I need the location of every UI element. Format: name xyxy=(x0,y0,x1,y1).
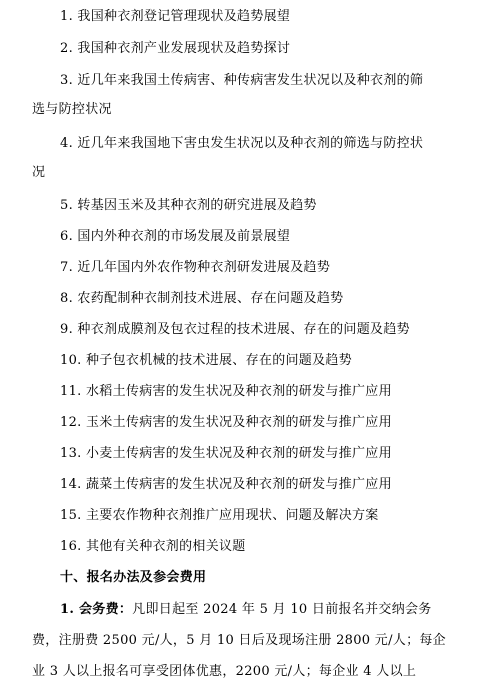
topic-item-13: 13. 小麦土传病害的发生状况及种衣剂的研发与推广应用 xyxy=(60,446,392,461)
fee-paragraph-line-3: 业 3 人以上报名可享受团体优惠，2200 元/人；每企业 4 人以上 xyxy=(32,664,417,679)
fee-label: 1. 会务费： xyxy=(60,602,133,617)
topic-item-9: 9. 种衣剂成膜剂及包衣过程的技术进展、存在的问题及趋势 xyxy=(60,322,410,337)
topic-item-10: 10. 种子包衣机械的技术进展、存在的问题及趋势 xyxy=(60,353,353,368)
topic-item-12: 12. 玉米土传病害的发生状况及种衣剂的研发与推广应用 xyxy=(60,415,392,430)
topic-item-4-continued: 况 xyxy=(32,165,46,180)
topic-item-11: 11. 水稻土传病害的发生状况及种衣剂的研发与推广应用 xyxy=(60,384,392,399)
topic-item-3: 3. 近几年来我国土传病害、种传病害发生状况以及种衣剂的筛 xyxy=(60,73,424,88)
fee-text-1: 凡即日起至 2024 年 5 月 10 日前报名并交纳会务 xyxy=(132,602,432,617)
topic-item-8: 8. 农药配制种衣制剂技术进展、存在问题及趋势 xyxy=(60,291,344,306)
topic-item-3-continued: 选与防控状况 xyxy=(32,102,112,117)
topic-item-16: 16. 其他有关种衣剂的相关议题 xyxy=(60,539,246,554)
topic-item-15: 15. 主要农作物种衣剂推广应用现状、问题及解决方案 xyxy=(60,508,379,523)
fee-paragraph-line-2: 费，注册费 2500 元/人，5 月 10 日后及现场注册 2800 元/人；每企 xyxy=(32,633,446,648)
topic-item-2: 2. 我国种衣剂产业发展现状及趋势探讨 xyxy=(60,41,291,56)
topic-item-14: 14. 蔬菜土传病害的发生状况及种衣剂的研发与推广应用 xyxy=(60,477,392,492)
topic-item-6: 6. 国内外种衣剂的市场发展及前景展望 xyxy=(60,229,291,244)
topic-item-1: 1. 我国种衣剂登记管理现状及趋势展望 xyxy=(60,9,291,24)
fee-paragraph-line-1 xyxy=(60,601,432,619)
topic-item-5: 5. 转基因玉米及其种衣剂的研究进展及趋势 xyxy=(60,198,317,213)
section-heading: 十、报名办法及参会费用 xyxy=(60,570,207,585)
topic-item-7: 7. 近几年国内外农作物种衣剂研发进展及趋势 xyxy=(60,260,331,275)
topic-item-4: 4. 近几年来我国地下害虫发生状况以及种衣剂的筛选与防控状 xyxy=(60,136,424,151)
